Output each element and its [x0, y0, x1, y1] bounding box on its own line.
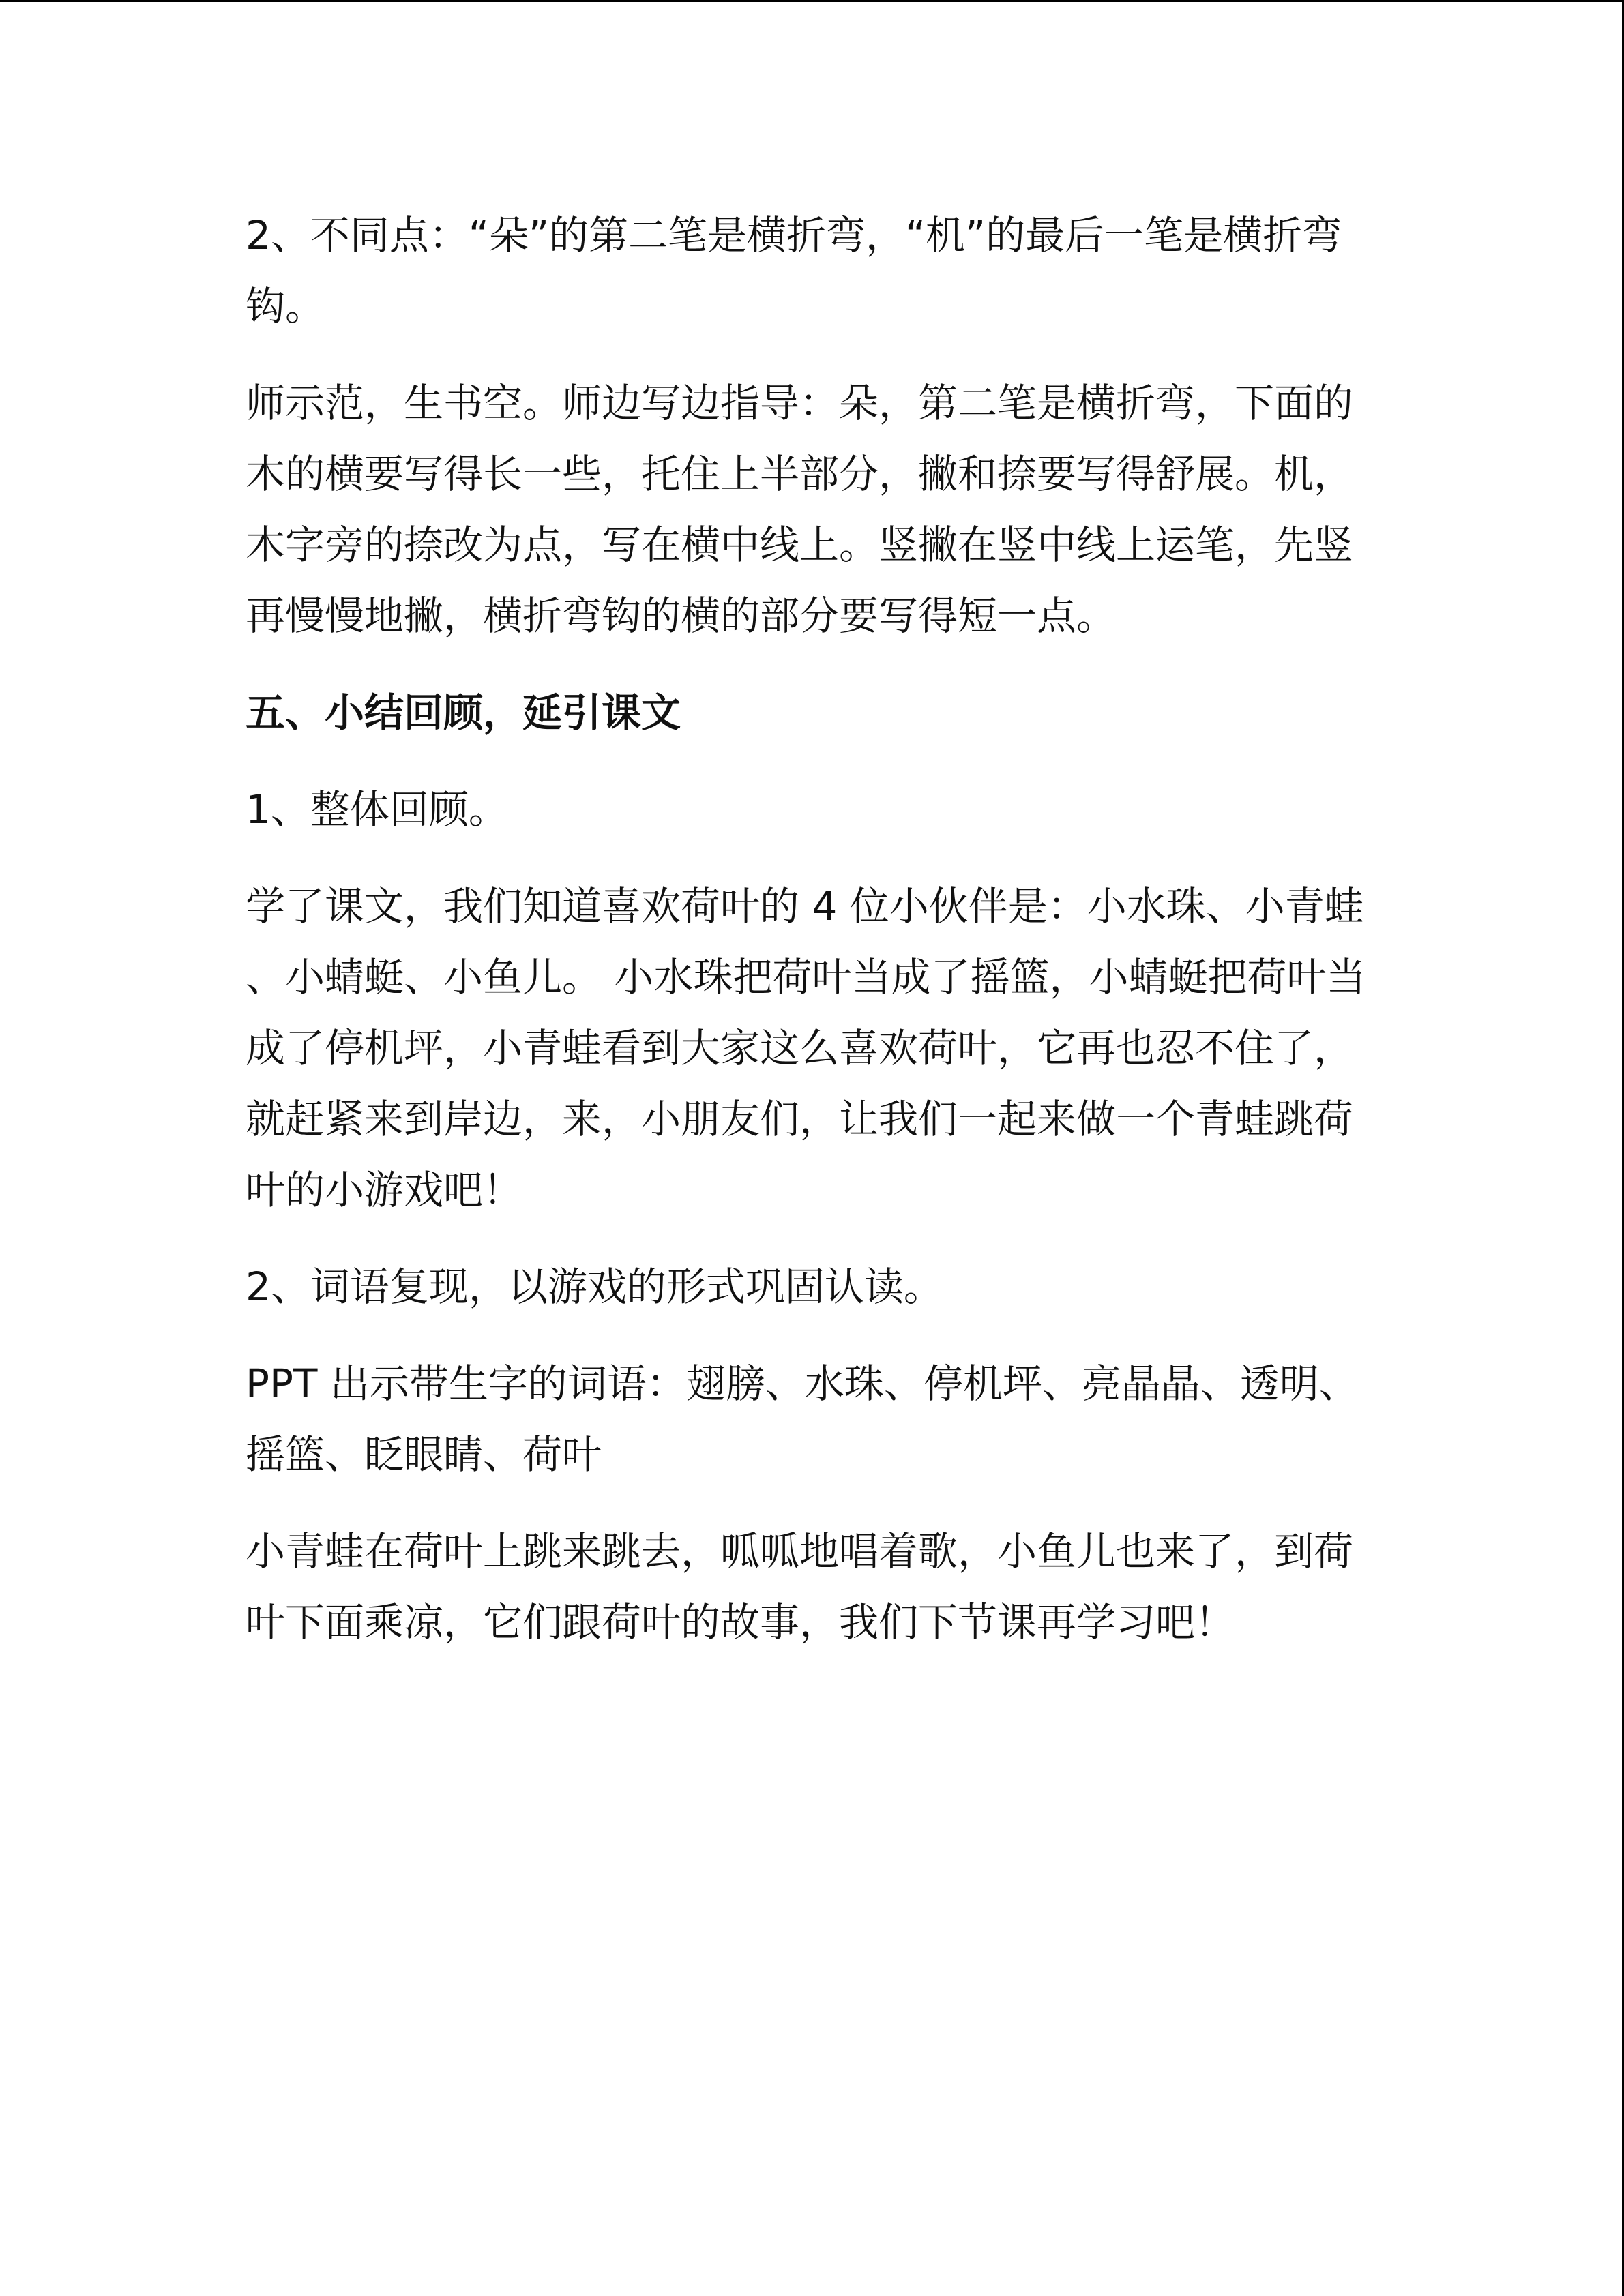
section-heading-summary: 五、小结回顾，延引课文 — [246, 689, 681, 736]
paragraph-closing: 小青蛙在荷叶上跳来跳去，呱呱地唱着歌，小鱼儿也来了，到荷叶下面乘凉，它们跟荷叶的故事，我们下节课再学习吧！ — [246, 1528, 1354, 1645]
document-body — [246, 200, 1391, 1684]
paragraph-difference: 2、不同点：“朵”的第二笔是横折弯，“机”的最后一笔是横折弯钩。 — [246, 212, 1342, 329]
paragraph-lesson-recap: 学了课文，我们知道喜欢荷叶的 4 位小伙伴是：小水珠、小青蛙 、小蜻蜓、小鱼儿。 小水珠把荷叶当成了摇篮，小蜻蜓把荷叶当成了停机坪，小青蛙看到大家这么喜欢荷叶，它再也忍不住了，就赶紧来到岸边，来，小朋友们，让我们一起来做一个青蛙跳荷叶的小游戏吧！ — [246, 883, 1377, 1213]
paragraph-teacher-demo: 师示范，生书空。师边写边指导：朵，第二笔是横折弯，下面的木的横要写得长一些，托住上半部分，撇和捺要写得舒展。机，木字旁的捺改为点，写在横中线上。竖撇在竖中线上运笔，先竖再慢慢地撇，横折弯钩的横的部分要写得短一点。 — [246, 380, 1354, 639]
paragraph-word-review: 2、词语复现，以游戏的形式巩固认读。 — [246, 1264, 943, 1310]
paragraph-ppt-words: PPT 出示带生字的词语：翅膀、水珠、停机坪、亮晶晶、透明、摇篮、眨眼睛、荷叶 — [246, 1360, 1359, 1478]
paragraph-overall-review: 1、整体回顾。 — [246, 786, 508, 833]
